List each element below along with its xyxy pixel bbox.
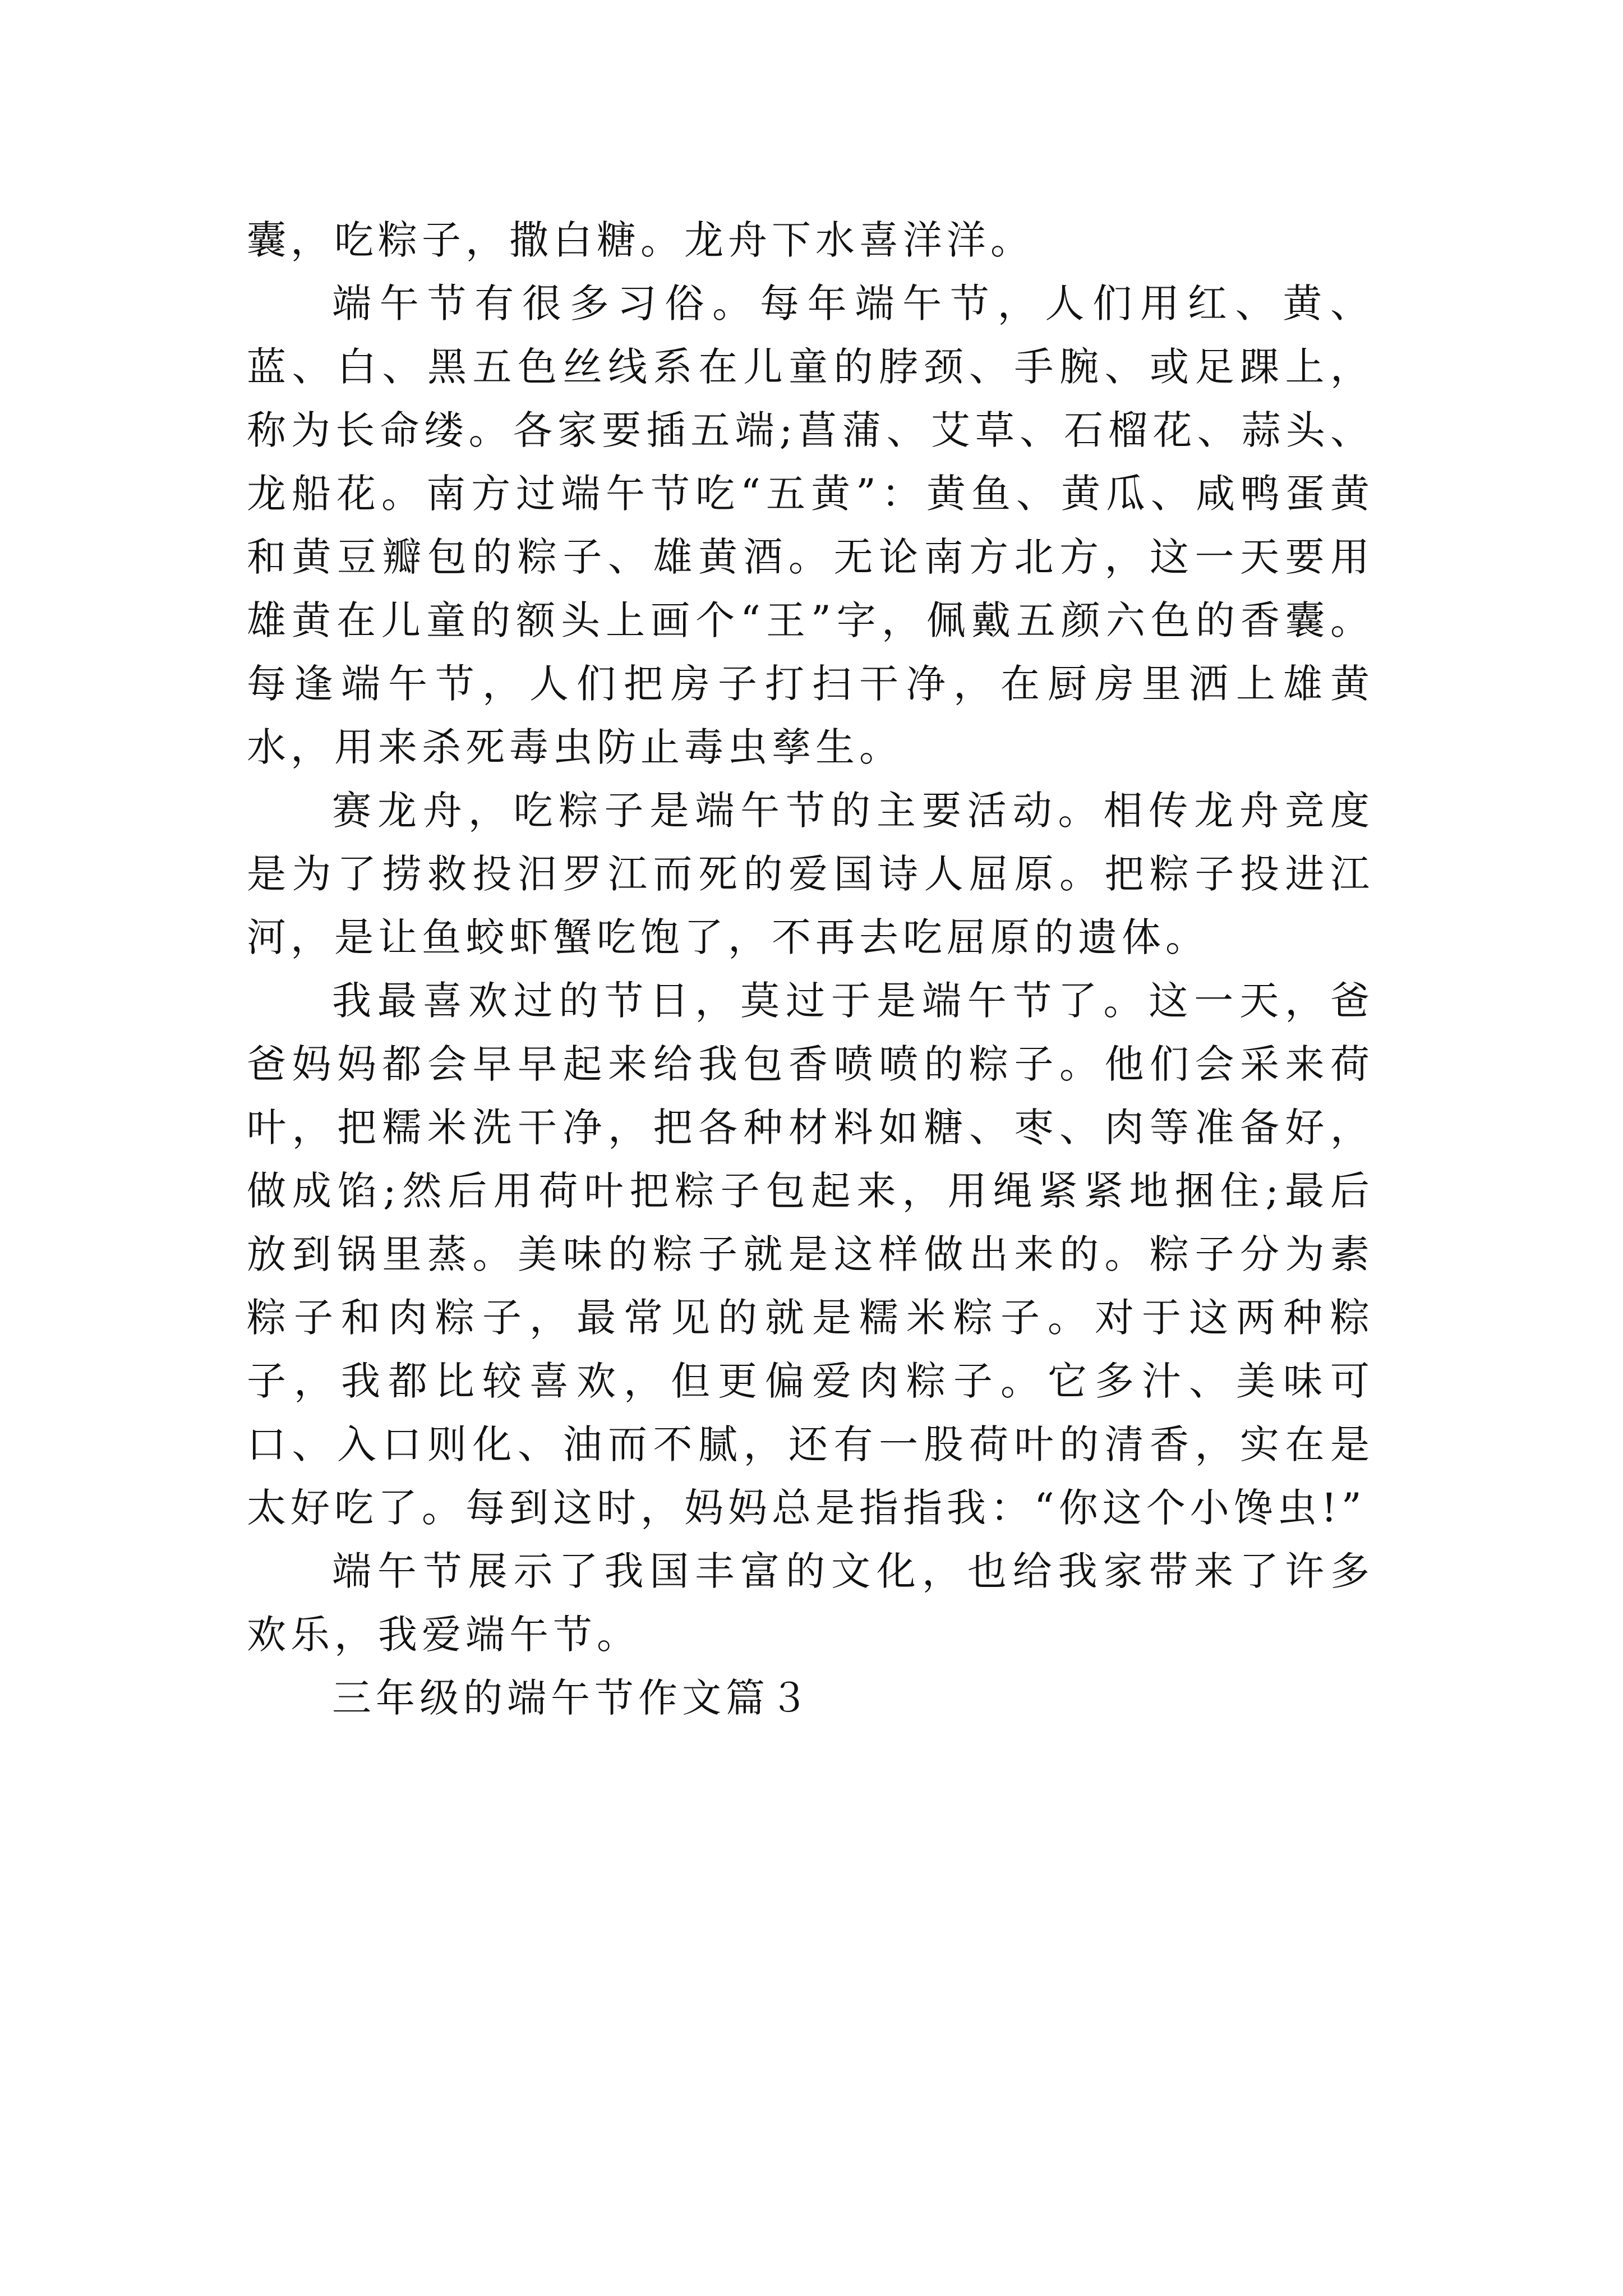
paragraph-1: 囊，吃粽子，撒白糖。龙舟下水喜洋洋。 [247,217,1034,263]
section-heading: 三年级的端午节作文篇３ [332,1675,813,1721]
paragraph-4: 我最喜欢过的节日，莫过于是端午节了。这一天，爸爸妈妈都会早早起来给我包香喷喷的粽子。他们会采来荷叶，把糯米洗干净，把各种材料如糖、枣、肉等准备好，做成馅;然后用荷叶把粽子包起来，用绳紧紧地捆住;最后放到锅里蒸。美味的粽子就是这样做出来的。粽子分为素粽子和肉粽子，最常见的就是糯米粽子。对于这两种粽子，我都比较喜欢，但更偏爱肉粽子。它多汁、美味可口、入口则化、油而不腻，还有一股荷叶的清香，实在是太好吃了。每到这时，妈妈总是指指我：“你这个小馋虫!” [247,978,1374,1531]
document-body [247,209,1374,1730]
paragraph-3: 赛龙舟，吃粽子是端午节的主要活动。相传龙舟竞度是为了捞救投汨罗江而死的爱国诗人屈原。把粽子投进江河，是让鱼蛟虾蟹吃饱了，不再去吃屈原的遗体。 [247,788,1374,960]
paragraph-5: 端午节展示了我国丰富的文化，也给我家带来了许多欢乐，我爱端午节。 [247,1548,1374,1658]
paragraph-2: 端午节有很多习俗。每年端午节，人们用红、黄、蓝、白、黑五色丝线系在儿童的脖颈、手腕、或足踝上，称为长命缕。各家要插五端;菖蒲、艾草、石榴花、蒜头、龙船花。南方过端午节吃“五黄”：黄鱼、黄瓜、咸鸭蛋黄和黄豆瓣包的粽子、雄黄酒。无论南方北方，这一天要用雄黄在儿童的额头上画个“王”字，佩戴五颜六色的香囊。每逢端午节，人们把房子打扫干净，在厨房里洒上雄黄水，用来杀死毒虫防止毒虫孳生。 [247,280,1374,770]
